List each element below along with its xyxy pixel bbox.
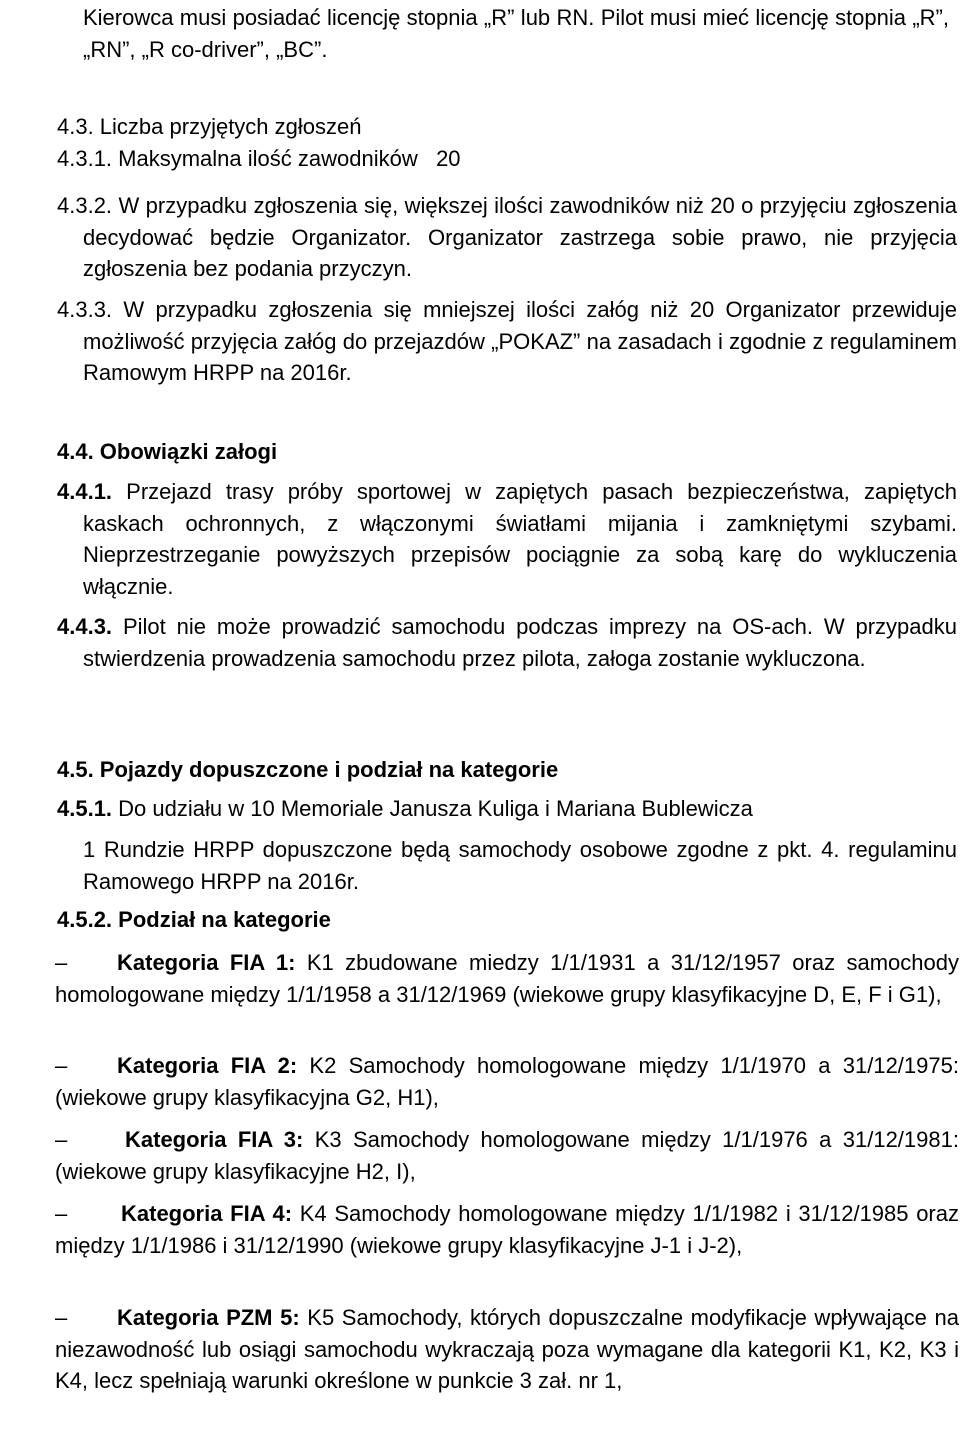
item-4-4-1-text: Przejazd trasy próby sportowej w zapiętych pasach bezpieczeństwa, zapiętych kaskach ochronnych, z włączonymi światłami mijania i zamkniętymi szybami. Nieprzestrzeganie powyższych przepisów pociągnie za sobą karę do wykluczenia włącznie. — [83, 479, 957, 599]
category-text: K4 Samochody homologowane między 1/1/1982 i 31/12/1985 oraz między 1/1/1986 i 31/12/1990 (wiekowe grupy klasyfikacyjne J-1 i J-2), — [55, 1201, 959, 1258]
section-4-3-title: 4.3. Liczba przyjętych zgłoszeń — [57, 114, 362, 139]
item-4-3-2-text: W przypadku zgłoszenia się, większej ilości zawodników niż 20 o przyjęciu zgłoszenia decydować będzie Organizator. Organizator zastrzega sobie prawo, nie przyjęcia zgłoszenia bez podania przyczyn. — [83, 193, 957, 281]
category-label: Kategoria FIA 1: — [117, 950, 296, 975]
item-4-3-2-number: 4.3.2. — [57, 193, 113, 218]
item-4-5-1-number: 4.5.1. — [57, 796, 113, 821]
section-4-5-heading — [57, 754, 937, 786]
item-4-5-1-text: Do udziału w 10 Memoriale Janusza Kuliga i Mariana Bublewicza — [118, 796, 753, 821]
list-dash: – — [55, 1053, 68, 1078]
category-label: Kategoria PZM 5: — [117, 1305, 300, 1330]
category-text: K1 zbudowane miedzy 1/1/1931 a 31/12/1957 oraz samochody homologowane między 1/1/1958 a 31/12/1969 (wiekowe grupy klasyfikacyjne D, E, F i G1), — [55, 950, 959, 1007]
item-4-5-2-number: 4.5.2. — [57, 907, 113, 932]
list-dash: – — [55, 1127, 68, 1152]
section-4-4-heading — [57, 436, 937, 468]
category-item — [55, 947, 959, 1010]
item-4-3-3-text: W przypadku zgłoszenia się mniejszej ilości załóg niż 20 Organizator przewiduje możliwość przyjęcia załóg do przejazdów „POKAZ” na zasadach i zgodnie z regulaminem Ramowym HRPP na 2016r. — [83, 297, 957, 385]
item-4-4-3-number: 4.4.3. — [57, 614, 113, 639]
category-text: K3 Samochody homologowane między 1/1/1976 a 31/12/1981: (wiekowe grupy klasyfikacyjne H2, I), — [55, 1127, 959, 1184]
category-label: Kategoria FIA 2: — [117, 1053, 298, 1078]
category-label: Kategoria FIA 3: — [125, 1127, 304, 1152]
item-4-4-3-text: Pilot nie może prowadzić samochodu podczas imprezy na OS-ach. W przypadku stwierdzenia prowadzenia samochodu przez pilota, załoga zostanie wykluczona. — [83, 614, 957, 671]
category-label: Kategoria FIA 4: — [121, 1201, 293, 1226]
item-4-5-2 — [57, 904, 957, 936]
item-4-3-3-number: 4.3.3. — [57, 297, 113, 322]
list-dash: – — [55, 1201, 68, 1226]
item-4-4-3 — [57, 611, 957, 674]
item-4-5-1-cont-text: 1 Rundzie HRPP dopuszczone będą samochody osobowe zgodne z pkt. 4. regulaminu Ramowego HRPP na 2016r. — [83, 837, 957, 894]
item-4-3-1 — [57, 143, 937, 175]
category-item — [55, 1050, 959, 1113]
intro-paragraph — [83, 2, 949, 65]
item-4-3-2 — [57, 190, 957, 285]
section-4-4-title: 4.4. Obowiązki załogi — [57, 439, 278, 464]
item-4-3-1-number: 4.3.1. — [57, 146, 113, 171]
list-dash: – — [55, 1305, 68, 1330]
item-4-5-1 — [57, 793, 957, 825]
category-item — [55, 1198, 959, 1261]
category-text: K5 Samochody, których dopuszczalne modyfikacje wpływające na niezawodność lub osiągi samochodu wykraczają poza wymagane dla kategorii K1, K2, K3 i K4, lecz spełniają warunki określone w punkcie 3 zał. nr 1, — [55, 1305, 959, 1393]
intro-text: Kierowca musi posiadać licencję stopnia „R” lub RN. Pilot musi mieć licencję stopnia „R”, „RN”, „R co-driver”, „BC”. — [83, 5, 949, 62]
section-4-5-title: 4.5. Pojazdy dopuszczone i podział na kategorie — [57, 757, 559, 782]
section-4-3-heading — [57, 111, 937, 143]
item-4-3-1-text: Maksymalna ilość zawodników 20 — [118, 146, 461, 171]
item-4-4-1-number: 4.4.1. — [57, 479, 113, 504]
item-4-5-2-title: Podział na kategorie — [118, 907, 331, 932]
category-item — [55, 1124, 959, 1187]
item-4-5-1-continuation — [83, 834, 957, 897]
category-item — [55, 1302, 959, 1397]
category-text: K2 Samochody homologowane między 1/1/1970 a 31/12/1975: (wiekowe grupy klasyfikacyjna G2, H1), — [55, 1053, 959, 1110]
item-4-3-3 — [57, 294, 957, 389]
list-dash: – — [55, 950, 68, 975]
item-4-4-1 — [57, 476, 957, 602]
